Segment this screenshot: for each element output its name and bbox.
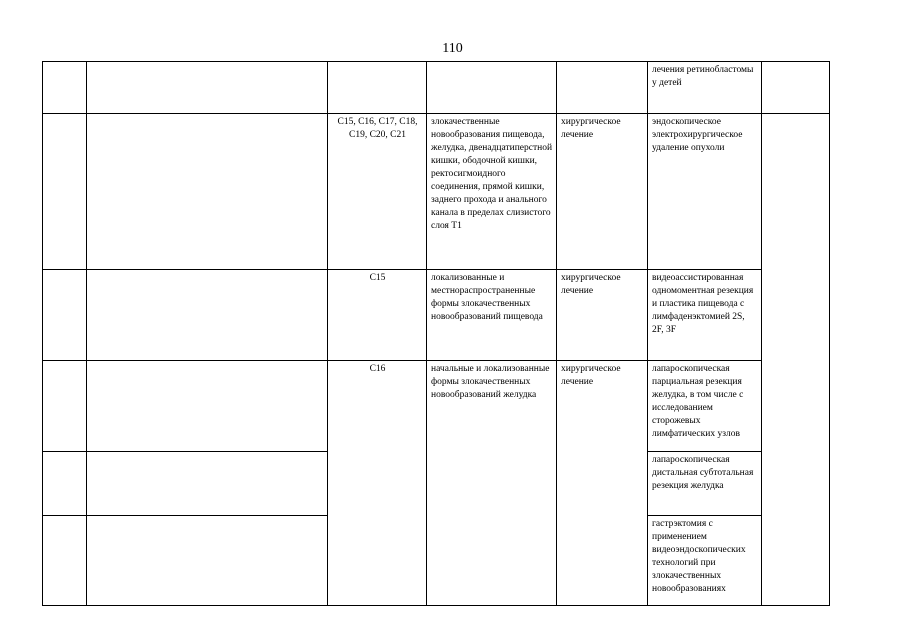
- method-cell: лечения ретинобластомы у детей: [648, 62, 762, 114]
- model-cell: начальные и локализованные формы злокачественных новообразований желудка: [427, 361, 557, 606]
- number-cell: [43, 361, 87, 452]
- table-row: [43, 361, 830, 452]
- code-cell: [328, 62, 427, 114]
- cost-cell: [762, 62, 830, 114]
- name-cell: [87, 270, 328, 361]
- cost-cell: [762, 114, 830, 606]
- method-cell: лапароскопическая дистальная субтотальная резекция желудка: [648, 452, 762, 516]
- name-cell: [87, 452, 328, 516]
- treatment-cell: хирургическое лечение: [557, 270, 648, 361]
- method-cell: гастрэктомия с применением видеоэндоскопических технологий при злокачественных новообразованиях: [648, 516, 762, 606]
- code-cell: С16: [328, 361, 427, 606]
- code-cell: С15: [328, 270, 427, 361]
- treatment-cell: хирургическое лечение: [557, 361, 648, 606]
- method-cell: лапароскопическая парциальная резекция желудка, в том числе с исследованием сторожевых лимфатических узлов: [648, 361, 762, 452]
- model-cell: злокачественные новообразования пищевода, желудка, двенадцатиперстной кишки, ободочной кишки, ректосигмоидного соединения, прямой кишки, заднего прохода и анального канала в пределах слизистого слоя Т1: [427, 114, 557, 270]
- number-cell: [43, 270, 87, 361]
- name-cell: [87, 114, 328, 270]
- method-cell: эндоскопическое электрохирургическое удаление опухоли: [648, 114, 762, 270]
- method-cell: видеоассистированная одномоментная резекция и пластика пищевода с лимфаденэктомией 2S, 2F, 3F: [648, 270, 762, 361]
- page-number: 110: [442, 41, 463, 56]
- table-row: [43, 62, 830, 114]
- name-cell: [87, 361, 328, 452]
- number-cell: [43, 114, 87, 270]
- name-cell: [87, 516, 328, 606]
- number-cell: [43, 452, 87, 516]
- name-cell: [87, 62, 328, 114]
- table-row: [43, 114, 830, 270]
- code-cell: С15, С16, С17, С18, С19, С20, С21: [328, 114, 427, 270]
- number-cell: [43, 516, 87, 606]
- table-row: [43, 270, 830, 361]
- procedures-table: [42, 61, 830, 606]
- treatment-cell: [557, 62, 648, 114]
- treatment-cell: хирургическое лечение: [557, 114, 648, 270]
- model-cell: [427, 62, 557, 114]
- number-cell: [43, 62, 87, 114]
- model-cell: локализованные и местнораспространенные формы злокачественных новообразований пищевода: [427, 270, 557, 361]
